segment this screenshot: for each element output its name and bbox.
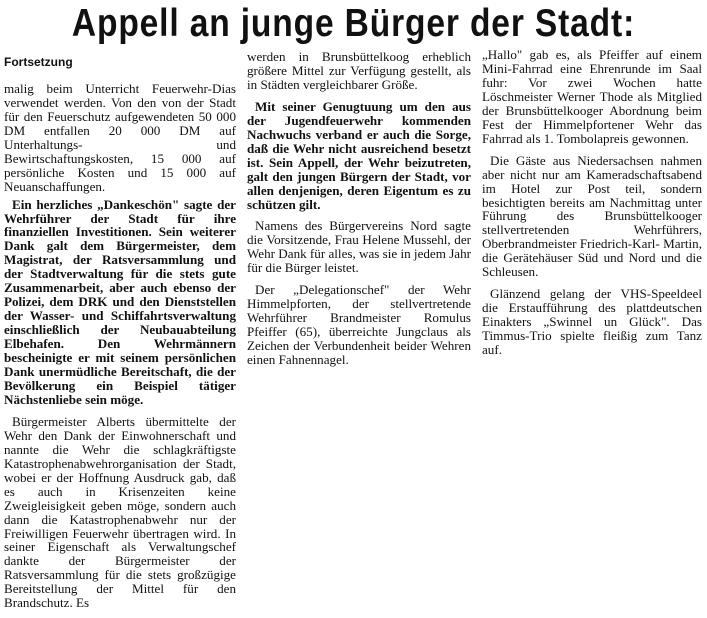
paragraph: werden in Brunsbüttelkoog erheblich größere Mittel zur Verfügung gestellt, als in Städten vergleichbarer Größe. <box>247 49 471 92</box>
paragraph: Der „Delegationschef" der Wehr Himmelpforten, der stellvertretende Wehrführer Brandmeister Romulus Pfeiffer (65), überreichte Jungclaus als Zeichen der Verbundenheit beider Wehren einen Fahnennagel. <box>247 282 471 368</box>
article-column-1 <box>4 56 236 618</box>
paragraph: Namens des Bürgervereins Nord sagte die Vorsitzende, Frau Helene Mussehl, der Wehr Dank für alles, was sie in jedem Jahr für die Bürger leistet. <box>247 218 472 276</box>
paragraph: Bürgermeister Alberts übermittelte der Wehr den Dank der Einwohnerschaft und nannte die Wehr die schlagkräftigste Katastrophenabwehrorganisation der Stadt, wobei er der Hoffnung Ausdruck gab, daß es auch in Krisenzeiten keine Zweigleisigkeit geben möge, sondern auch dann die Katastrophenabwehr nur der Freiwilligen Feuerwehr übertragen wird. In seiner Eigenschaft als Verwaltungschef dankte der Bürgermeister der Ratsversammlung für die stets großzügige Bereitstellung der Mittel für den Brandschutz. Es <box>4 413 236 611</box>
headline: Appell an junge Bürger der Stadt: <box>71 2 636 45</box>
article-column-2 <box>247 50 471 375</box>
continuation-kicker: Fortsetzung <box>4 55 73 69</box>
paragraph: malig beim Unterricht Feuerwehr-Dias verwendet werden. Von den von der Stadt für den Feuerschutz aufgewendeten 50 000 DM entfallen 20 000 DM auf Unterhaltungs- und Bewirtschaftungskosten, 15 000 auf persönliche Kosten und 15 000 auf Neuanschaffungen. <box>4 80 236 194</box>
article-column-3 <box>482 48 702 365</box>
paragraph-bold: Mit seiner Genugtuung um den aus der Jugendfeuerwehr kommenden Nachwuchs verband er auch die Sorge, daß die Wehr nicht ausreichend besetzt ist. Sein Appell, der Wehr beizutreten, galt den jungen Bürgern der Stadt, vor allen denjenigen, deren Eigentum es zu schützen gilt. <box>247 98 471 212</box>
paragraph-bold: Ein herzliches „Dankeschön" sagte der Wehrführer der Stadt für ihre finanziellen Investitionen. Sein weiterer Dank galt dem Bürgermeister, dem Magistrat, der Ratsversammlung und der Stadtverwaltung für die stets gute Zusammenarbeit, aber auch ebenso der Polizei, dem DRK und den Dienststellen der Wasser- und Schiffahrtsverwaltung einschließlich der Neubauabteilung Elbehafen. Den Wehrmännern bescheinigte er mit seinem persönlichen Dank unermüdliche Bereitschaft, die der Bevölkerung ein Beispiel tätiger Nächstenliebe sein möge. <box>4 196 236 407</box>
paragraph: Glänzend gelang der VHS-Speeldeel die Erstaufführung des plattdeutschen Einakters „Swinnel un Glück". Das Timmus-Trio spielte fleißig zum Tanz auf. <box>482 286 702 358</box>
paragraph: Die Gäste aus Niedersachsen nahmen aber nicht nur am Kameradschaftsabend im Hotel zur Post teil, sondern besichtigten bereits am Nachmittag unter Führung des Brunsbüttelkooger stellvertretenden Wehrführers, Oberbrandmeister Friedrich-Karl- Martin, die Gerätehäuser Süd und Nord und die Schleusen. <box>482 152 702 280</box>
paragraph: „Hallo" gab es, als Pfeiffer auf einem Mini-Fahrrad eine Ehrenrunde im Saal fuhr: Vor zwei Wochen hatte Löschmeister Werner Thode als Mitglied der Brunsbüttelkooger Abordnung beim Fest der Himmelpfortener Wehr das Fahrrad als 1. Tombolapreis gewonnen. <box>482 47 702 146</box>
